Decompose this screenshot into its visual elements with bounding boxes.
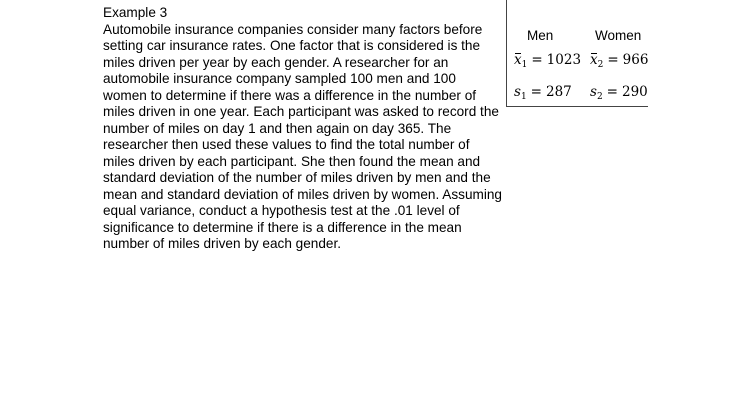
sd-men-symbol: s [514, 84, 521, 100]
sd-women-value: 290 [621, 84, 648, 100]
mean-men-symbol: x [514, 52, 522, 68]
sd-men: $s_1 = 287$ [514, 84, 572, 102]
header-men: Men [527, 28, 554, 43]
mean-women: $x_2 = 966$ [590, 52, 649, 70]
problem-title: Example 3 [103, 5, 168, 20]
problem-text: Automobile insurance companies consider many factors before setting car insurance rates. One factor that is considered is the miles driven per year by each gender. A researcher for an automobile insurance company sampled 100 men and 100 women to determine if there was a difference in the number of miles driven in one year. Each participant was asked to record the number of miles on day 1 and then again on day 365. The researcher then used these values to find the total number of miles driven by each participant. She then found the mean and standard deviation of the number of miles driven by men and the mean and standard deviation of miles driven by women. Assuming equal variance, conduct a hypothesis test at the .01 level of significance to determine if there is a difference in the mean number of miles driven by each gender. [103, 21, 502, 251]
mean-men-subscript: 1 [521, 60, 528, 70]
mean-men: $x_1 = 1023$ [514, 52, 582, 70]
mean-women-symbol: x [590, 52, 598, 68]
sd-men-value: 287 [545, 84, 572, 100]
mean-men-value: 1023 [546, 52, 582, 68]
mean-women-value: 966 [622, 52, 649, 68]
summary-statistics-table [506, 0, 648, 107]
sd-women: $s_2 = 290$ [590, 84, 648, 102]
sd-women-subscript: 2 [596, 92, 603, 102]
header-women: Women [595, 28, 642, 43]
sd-women-symbol: s [590, 84, 597, 100]
mean-women-subscript: 2 [597, 60, 604, 70]
problem-statement [103, 5, 503, 253]
sd-men-subscript: 1 [520, 92, 527, 102]
